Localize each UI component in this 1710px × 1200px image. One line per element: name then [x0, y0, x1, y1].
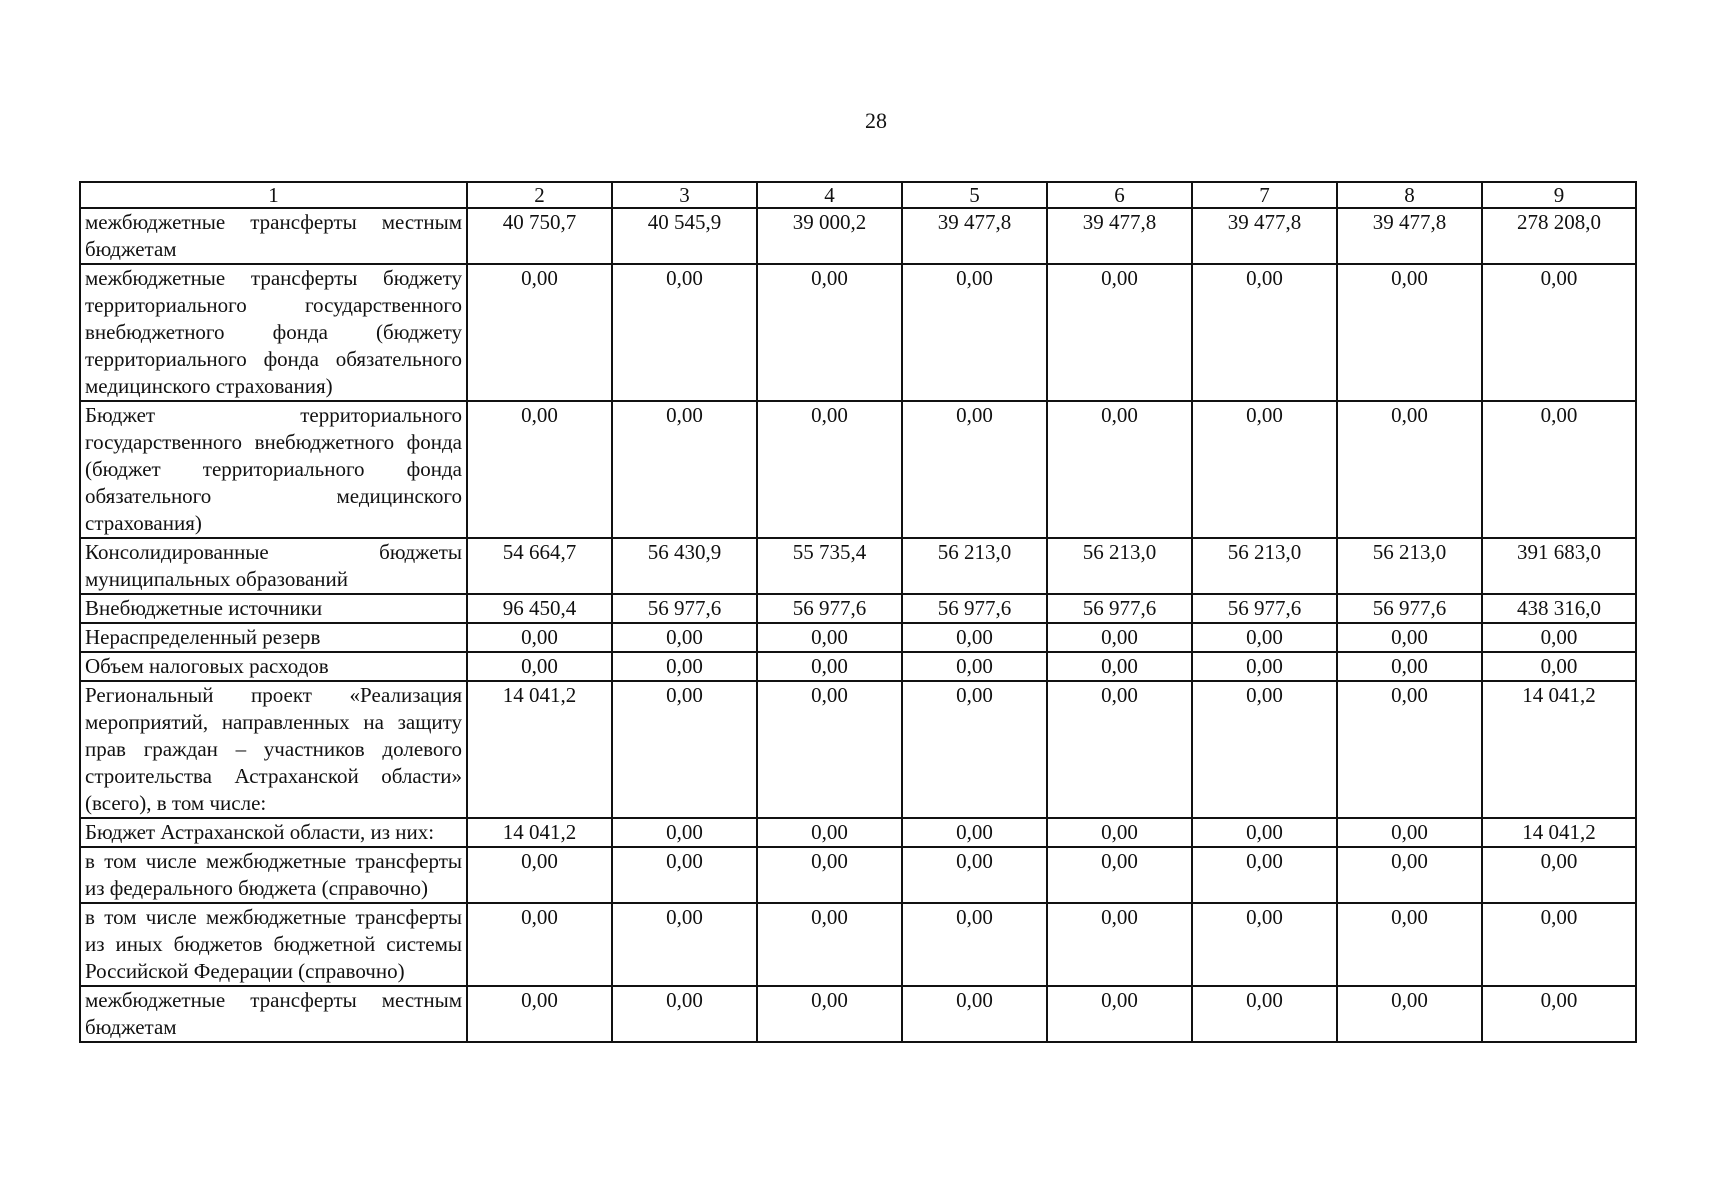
- row-label: Консолидированные бюджеты муниципальных образований: [80, 538, 467, 594]
- value-cell: 0,00: [902, 264, 1047, 401]
- value-cell: 40 545,9: [612, 208, 757, 264]
- value-cell: 0,00: [1192, 847, 1337, 903]
- row-label: в том числе межбюджетные трансферты из иных бюджетов бюджетной системы Российской Федерации (справочно): [80, 903, 467, 986]
- value-cell: 0,00: [1047, 264, 1192, 401]
- value-cell: 0,00: [1192, 264, 1337, 401]
- value-cell: 0,00: [467, 986, 612, 1042]
- row-label: Объем налоговых расходов: [80, 652, 467, 681]
- table-row: [80, 208, 1636, 264]
- value-cell: 0,00: [1047, 847, 1192, 903]
- row-label: межбюджетные трансферты местным бюджетам: [80, 208, 467, 264]
- value-cell: 0,00: [467, 652, 612, 681]
- header-row: [80, 182, 1636, 208]
- value-cell: 14 041,2: [1482, 681, 1636, 818]
- value-cell: 0,00: [1047, 623, 1192, 652]
- value-cell: 0,00: [1482, 623, 1636, 652]
- table-row: [80, 903, 1636, 986]
- value-cell: 0,00: [612, 652, 757, 681]
- row-label: Внебюджетные источники: [80, 594, 467, 623]
- column-header-9: 9: [1482, 182, 1636, 208]
- value-cell: 0,00: [757, 986, 902, 1042]
- value-cell: 54 664,7: [467, 538, 612, 594]
- value-cell: 56 977,6: [757, 594, 902, 623]
- value-cell: 0,00: [1482, 652, 1636, 681]
- value-cell: 14 041,2: [1482, 818, 1636, 847]
- value-cell: 0,00: [1482, 986, 1636, 1042]
- value-cell: 0,00: [1337, 264, 1482, 401]
- value-cell: 55 735,4: [757, 538, 902, 594]
- value-cell: 56 213,0: [1192, 538, 1337, 594]
- value-cell: 0,00: [1337, 681, 1482, 818]
- value-cell: 0,00: [1482, 264, 1636, 401]
- value-cell: 438 316,0: [1482, 594, 1636, 623]
- value-cell: 0,00: [1047, 903, 1192, 986]
- row-label: Бюджет территориального государственного внебюджетного фонда (бюджет территориального фонда обязательного медицинского страхования): [80, 401, 467, 538]
- row-label: Региональный проект «Реализация мероприятий, направленных на защиту прав граждан – участников долевого строительства Астраханской области» (всего), в том числе:: [80, 681, 467, 818]
- value-cell: 0,00: [467, 847, 612, 903]
- value-cell: 0,00: [612, 986, 757, 1042]
- value-cell: 0,00: [1337, 623, 1482, 652]
- value-cell: 0,00: [612, 903, 757, 986]
- value-cell: 0,00: [1047, 401, 1192, 538]
- table-row: [80, 401, 1636, 538]
- value-cell: 56 977,6: [612, 594, 757, 623]
- value-cell: 0,00: [1192, 652, 1337, 681]
- value-cell: 0,00: [902, 903, 1047, 986]
- value-cell: 0,00: [1047, 818, 1192, 847]
- value-cell: 0,00: [612, 681, 757, 818]
- value-cell: 0,00: [757, 652, 902, 681]
- value-cell: 0,00: [1337, 986, 1482, 1042]
- column-header-4: 4: [757, 182, 902, 208]
- table-row: [80, 264, 1636, 401]
- table-body: [80, 208, 1636, 1042]
- value-cell: 0,00: [902, 986, 1047, 1042]
- table-row: [80, 652, 1636, 681]
- value-cell: 0,00: [902, 623, 1047, 652]
- column-header-2: 2: [467, 182, 612, 208]
- value-cell: 0,00: [1192, 986, 1337, 1042]
- column-header-8: 8: [1337, 182, 1482, 208]
- value-cell: 0,00: [757, 264, 902, 401]
- value-cell: 56 977,6: [1047, 594, 1192, 623]
- value-cell: 0,00: [612, 623, 757, 652]
- value-cell: 0,00: [1482, 401, 1636, 538]
- table-header: [80, 182, 1636, 208]
- value-cell: 0,00: [1337, 652, 1482, 681]
- row-label: Бюджет Астраханской области, из них:: [80, 818, 467, 847]
- page-number: 28: [865, 108, 887, 133]
- value-cell: 0,00: [1337, 818, 1482, 847]
- value-cell: 0,00: [467, 903, 612, 986]
- value-cell: 56 213,0: [1047, 538, 1192, 594]
- value-cell: 39 477,8: [1337, 208, 1482, 264]
- value-cell: 0,00: [902, 652, 1047, 681]
- value-cell: 0,00: [1192, 623, 1337, 652]
- value-cell: 14 041,2: [467, 681, 612, 818]
- row-label: в том числе межбюджетные трансферты из федерального бюджета (справочно): [80, 847, 467, 903]
- value-cell: 39 477,8: [1192, 208, 1337, 264]
- value-cell: 0,00: [1337, 401, 1482, 538]
- row-label: Нераспределенный резерв: [80, 623, 467, 652]
- value-cell: 0,00: [612, 401, 757, 538]
- value-cell: 0,00: [612, 264, 757, 401]
- value-cell: 56 977,6: [1192, 594, 1337, 623]
- value-cell: 0,00: [757, 401, 902, 538]
- value-cell: 0,00: [902, 401, 1047, 538]
- value-cell: 14 041,2: [467, 818, 612, 847]
- value-cell: 0,00: [902, 681, 1047, 818]
- value-cell: 278 208,0: [1482, 208, 1636, 264]
- table-row: [80, 847, 1636, 903]
- table-row: [80, 986, 1636, 1042]
- column-header-3: 3: [612, 182, 757, 208]
- value-cell: 0,00: [1192, 681, 1337, 818]
- value-cell: 0,00: [1047, 681, 1192, 818]
- value-cell: 56 430,9: [612, 538, 757, 594]
- value-cell: 0,00: [1482, 903, 1636, 986]
- table-row: [80, 538, 1636, 594]
- value-cell: 0,00: [1192, 401, 1337, 538]
- value-cell: 40 750,7: [467, 208, 612, 264]
- table-row: [80, 594, 1636, 623]
- value-cell: 0,00: [1337, 903, 1482, 986]
- value-cell: 56 213,0: [1337, 538, 1482, 594]
- budget-table: [79, 181, 1637, 1043]
- column-header-7: 7: [1192, 182, 1337, 208]
- value-cell: 0,00: [902, 847, 1047, 903]
- value-cell: 0,00: [1192, 818, 1337, 847]
- value-cell: 0,00: [1337, 847, 1482, 903]
- row-label: межбюджетные трансферты местным бюджетам: [80, 986, 467, 1042]
- column-header-5: 5: [902, 182, 1047, 208]
- value-cell: 0,00: [612, 847, 757, 903]
- column-header-1: 1: [80, 182, 467, 208]
- value-cell: 0,00: [467, 264, 612, 401]
- value-cell: 0,00: [1482, 847, 1636, 903]
- value-cell: 0,00: [757, 818, 902, 847]
- value-cell: 0,00: [757, 623, 902, 652]
- value-cell: 39 000,2: [757, 208, 902, 264]
- value-cell: 0,00: [467, 401, 612, 538]
- value-cell: 391 683,0: [1482, 538, 1636, 594]
- value-cell: 0,00: [1192, 903, 1337, 986]
- value-cell: 0,00: [1047, 986, 1192, 1042]
- value-cell: 0,00: [612, 818, 757, 847]
- value-cell: 0,00: [467, 623, 612, 652]
- value-cell: 39 477,8: [1047, 208, 1192, 264]
- table-row: [80, 623, 1636, 652]
- row-label: межбюджетные трансферты бюджету территориального государственного внебюджетного фонда (бюджету территориального фонда обязательного медицинского страхования): [80, 264, 467, 401]
- value-cell: 56 977,6: [902, 594, 1047, 623]
- value-cell: 96 450,4: [467, 594, 612, 623]
- value-cell: 56 213,0: [902, 538, 1047, 594]
- value-cell: 0,00: [902, 818, 1047, 847]
- table-row: [80, 818, 1636, 847]
- value-cell: 39 477,8: [902, 208, 1047, 264]
- value-cell: 0,00: [757, 681, 902, 818]
- value-cell: 0,00: [757, 903, 902, 986]
- table-row: [80, 681, 1636, 818]
- value-cell: 56 977,6: [1337, 594, 1482, 623]
- value-cell: 0,00: [757, 847, 902, 903]
- column-header-6: 6: [1047, 182, 1192, 208]
- value-cell: 0,00: [1047, 652, 1192, 681]
